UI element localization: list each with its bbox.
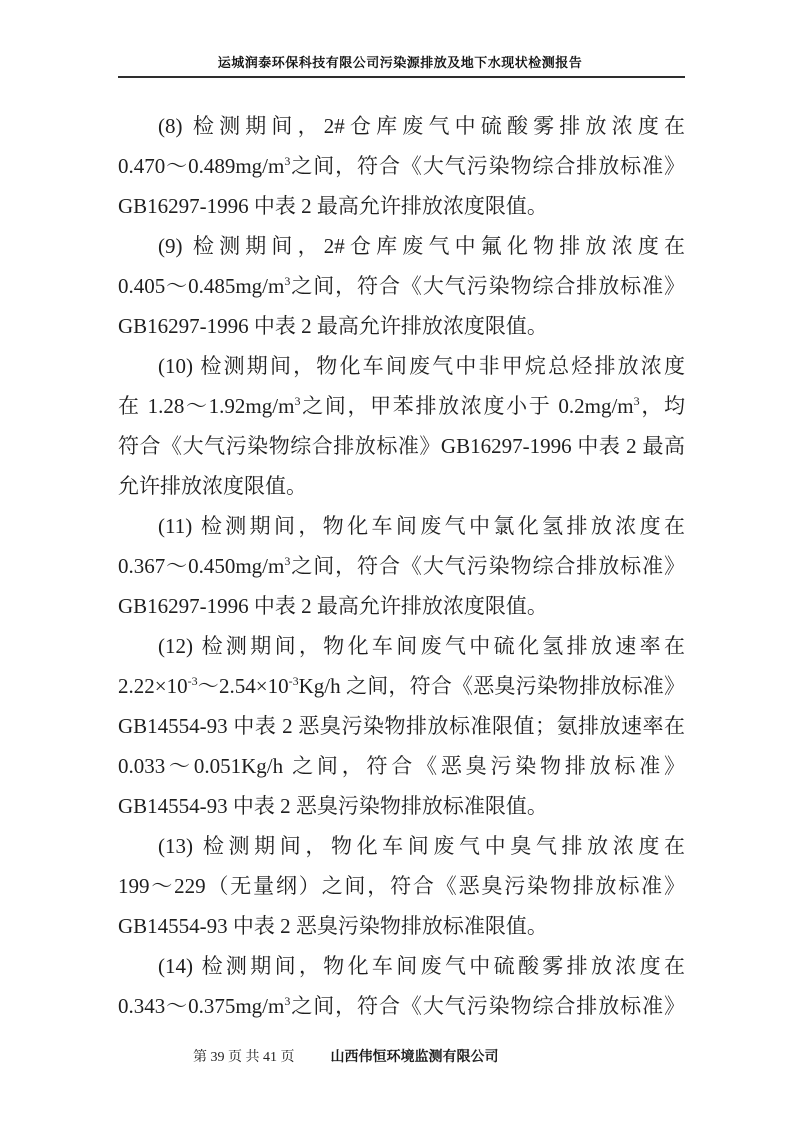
superscript: 3: [284, 274, 291, 288]
text-line: (13) 检测期间，物化车间废气中臭气排放浓度在: [158, 834, 685, 858]
text-line: GB14554-93 中表 2 恶臭污染物排放标准限值；氨排放速率在: [118, 714, 685, 738]
text-line: 0.033～0.051Kg/h 之间，符合《恶臭污染物排放标准》: [118, 754, 685, 778]
text-line: 在 $1.28\sim 1.92mg/m^3$之间，甲苯排放浓度小于 $0.2mg/m^3$，均: [118, 394, 685, 418]
paragraph-12: [118, 626, 685, 826]
paragraph-10: [118, 346, 685, 506]
text-line: 199～229（无量纲）之间，符合《恶臭污染物排放标准》: [118, 874, 685, 898]
paragraph-9: [118, 226, 685, 346]
text-line: GB16297-1996 中表 2 最高允许排放浓度限值。: [118, 594, 548, 618]
text-line: GB16297-1996 中表 2 最高允许排放浓度限值。: [118, 194, 548, 218]
paragraph-8: [118, 106, 685, 226]
header-divider: [118, 76, 685, 78]
text-line: (9) 检测期间，2#仓库废气中氟化物排放浓度在: [158, 234, 685, 258]
paragraph-13: [118, 826, 685, 946]
text-line: $0.470\sim 0.489mg/m^3$之间，符合《大气污染物综合排放标准》: [118, 154, 685, 178]
page-number-indicator: 第 39 页 共 41 页: [193, 1050, 295, 1065]
superscript: -3: [288, 674, 299, 688]
footer-company-name: 山西伟恒环境监测有限公司: [330, 1048, 499, 1064]
text-line: 符合《大气污染物综合排放标准》GB16297-1996 中表 2 最高: [118, 434, 685, 458]
text-line: (8) 检测期间，2#仓库废气中硫酸雾排放浓度在: [158, 114, 685, 138]
text-line: (12) 检测期间，物化车间废气中硫化氢排放速率在: [158, 634, 685, 658]
text-line: $2.22\times 10^{-3}\sim 2.54\times 10^{-3}Kg/h$ 之间，符合《恶臭污染物排放标准》: [118, 674, 686, 698]
superscript: 3: [284, 154, 291, 168]
text-line: (11) 检测期间，物化车间废气中氯化氢排放浓度在: [158, 514, 685, 538]
text-line: GB14554-93 中表 2 恶臭污染物排放标准限值。: [118, 914, 548, 938]
paragraph-11: [118, 506, 685, 626]
text-line: $0.405\sim 0.485mg/m^3$之间，符合《大气污染物综合排放标准》: [118, 274, 685, 298]
superscript: 3: [633, 394, 640, 408]
superscript: 3: [294, 394, 301, 408]
text-line: GB16297-1996 中表 2 最高允许排放浓度限值。: [118, 314, 548, 338]
page-footer: [118, 1046, 685, 1066]
text-line: GB14554-93 中表 2 恶臭污染物排放标准限值。: [118, 794, 548, 818]
header-title: 运城润泰环保科技有限公司污染源排放及地下水现状检测报告: [217, 55, 583, 70]
text-line: (14) 检测期间，物化车间废气中硫酸雾排放浓度在: [158, 954, 685, 978]
superscript: -3: [187, 674, 198, 688]
paragraph-14: [118, 946, 685, 1026]
report-body: [118, 106, 685, 1026]
text-line: $0.343\sim 0.375mg/m^3$之间，符合《大气污染物综合排放标准》: [118, 994, 685, 1018]
superscript: 3: [284, 994, 291, 1008]
text-line: $0.367\sim 0.450mg/m^3$之间，符合《大气污染物综合排放标准》: [118, 554, 685, 578]
superscript: 3: [284, 554, 291, 568]
text-line: 允许排放浓度限值。: [118, 474, 307, 498]
text-line: (10) 检测期间，物化车间废气中非甲烷总烃排放浓度: [158, 354, 685, 378]
